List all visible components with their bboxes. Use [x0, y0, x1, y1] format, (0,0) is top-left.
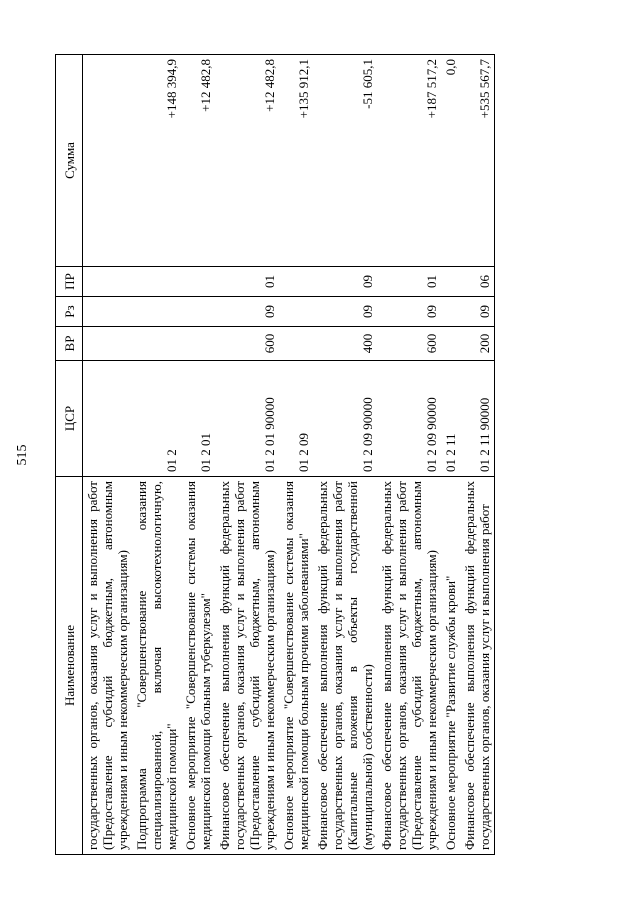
row-vr [83, 327, 133, 361]
row-vr: 600 [215, 327, 279, 361]
page-number: 515 [15, 444, 30, 466]
row-pr [83, 267, 133, 297]
row-vr: 400 [313, 327, 377, 361]
row-sum: +12 482,8 [215, 55, 279, 267]
row-rz: 09 [215, 297, 279, 327]
table-row [83, 55, 133, 855]
row-csr: 01 2 09 [279, 361, 313, 477]
row-name: Основное мероприятие "Совершенствование системы оказания медицинской помощи больным туберкулезом" [181, 477, 215, 855]
header-pr: ПР [56, 267, 83, 297]
row-sum: +535 567,7 [460, 55, 495, 267]
row-csr: 01 2 11 [441, 361, 460, 477]
row-sum: +12 482,8 [181, 55, 215, 267]
row-csr: 01 2 11 90000 [460, 361, 495, 477]
row-pr: 06 [460, 267, 495, 297]
row-pr: 01 [377, 267, 441, 297]
row-sum: -51 605,1 [313, 55, 377, 267]
row-csr: 01 2 [132, 361, 181, 477]
row-sum: +135 912,1 [279, 55, 313, 267]
row-vr: 600 [377, 327, 441, 361]
row-csr: 01 2 01 [181, 361, 215, 477]
row-name: Подпрограмма "Совершенствование оказания специализированной, включая высокотехнологичную, медицинской помощи" [132, 477, 181, 855]
row-vr [441, 327, 460, 361]
table-row [313, 55, 377, 855]
row-pr [279, 267, 313, 297]
row-rz: 09 [460, 297, 495, 327]
table-row [215, 55, 279, 855]
row-csr [83, 361, 133, 477]
row-rz [279, 297, 313, 327]
row-pr [132, 267, 181, 297]
row-rz: 09 [377, 297, 441, 327]
row-name: Финансовое обеспечение выполнения функций федеральных государственных органов, оказания услуг и выполнения работ [460, 477, 495, 855]
row-sum: +187 517,2 [377, 55, 441, 267]
row-csr: 01 2 01 90000 [215, 361, 279, 477]
row-pr [441, 267, 460, 297]
table-row [279, 55, 313, 855]
header-vr: ВР [56, 327, 83, 361]
row-rz [181, 297, 215, 327]
row-name: Основное мероприятие "Развитие службы крови" [441, 477, 460, 855]
row-rz: 09 [313, 297, 377, 327]
row-name: Финансовое обеспечение выполнения функций федеральных государственных органов, оказания услуг и выполнения работ (Предоставление субсидий бюджетным, автономным учреждениям и иным некоммерческим организациям) [215, 477, 279, 855]
row-vr [181, 327, 215, 361]
row-csr: 01 2 09 90000 [313, 361, 377, 477]
table-row [132, 55, 181, 855]
table-row [377, 55, 441, 855]
header-csr: ЦСР [56, 361, 83, 477]
row-vr [132, 327, 181, 361]
table-row [181, 55, 215, 855]
row-pr [181, 267, 215, 297]
row-sum [83, 55, 133, 267]
table-row [441, 55, 460, 855]
budget-table [55, 54, 495, 855]
row-name: Основное мероприятие "Совершенствование системы оказания медицинской помощи больным прочими заболеваниями" [279, 477, 313, 855]
row-rz [441, 297, 460, 327]
row-vr: 200 [460, 327, 495, 361]
row-rz [83, 297, 133, 327]
rotated-page [15, 45, 585, 855]
row-csr: 01 2 09 90000 [377, 361, 441, 477]
table-header-row [56, 55, 83, 855]
row-name: государственных органов, оказания услуг и выполнения работ (Предоставление субсидий бюджетным, автономным учреждениям и иным некоммерческим организациям) [83, 477, 133, 855]
header-rz: Рз [56, 297, 83, 327]
row-vr [279, 327, 313, 361]
row-sum: +148 394,9 [132, 55, 181, 267]
header-sum: Сумма [56, 55, 83, 267]
row-name: Финансовое обеспечение выполнения функций федеральных государственных органов, оказания услуг и выполнения работ (Предоставление субсидий бюджетным, автономным учреждениям и иным некоммерческим организациям) [377, 477, 441, 855]
row-name: Финансовое обеспечение выполнения функций федеральных государственных органов, оказания услуг и выполнения работ (Капитальные вложения в объекты государственной (муниципальной) собственности) [313, 477, 377, 855]
row-pr: 01 [215, 267, 279, 297]
table-row [460, 55, 495, 855]
row-pr: 09 [313, 267, 377, 297]
header-name: Наименование [56, 477, 83, 855]
row-sum: 0,0 [441, 55, 460, 267]
row-rz [132, 297, 181, 327]
